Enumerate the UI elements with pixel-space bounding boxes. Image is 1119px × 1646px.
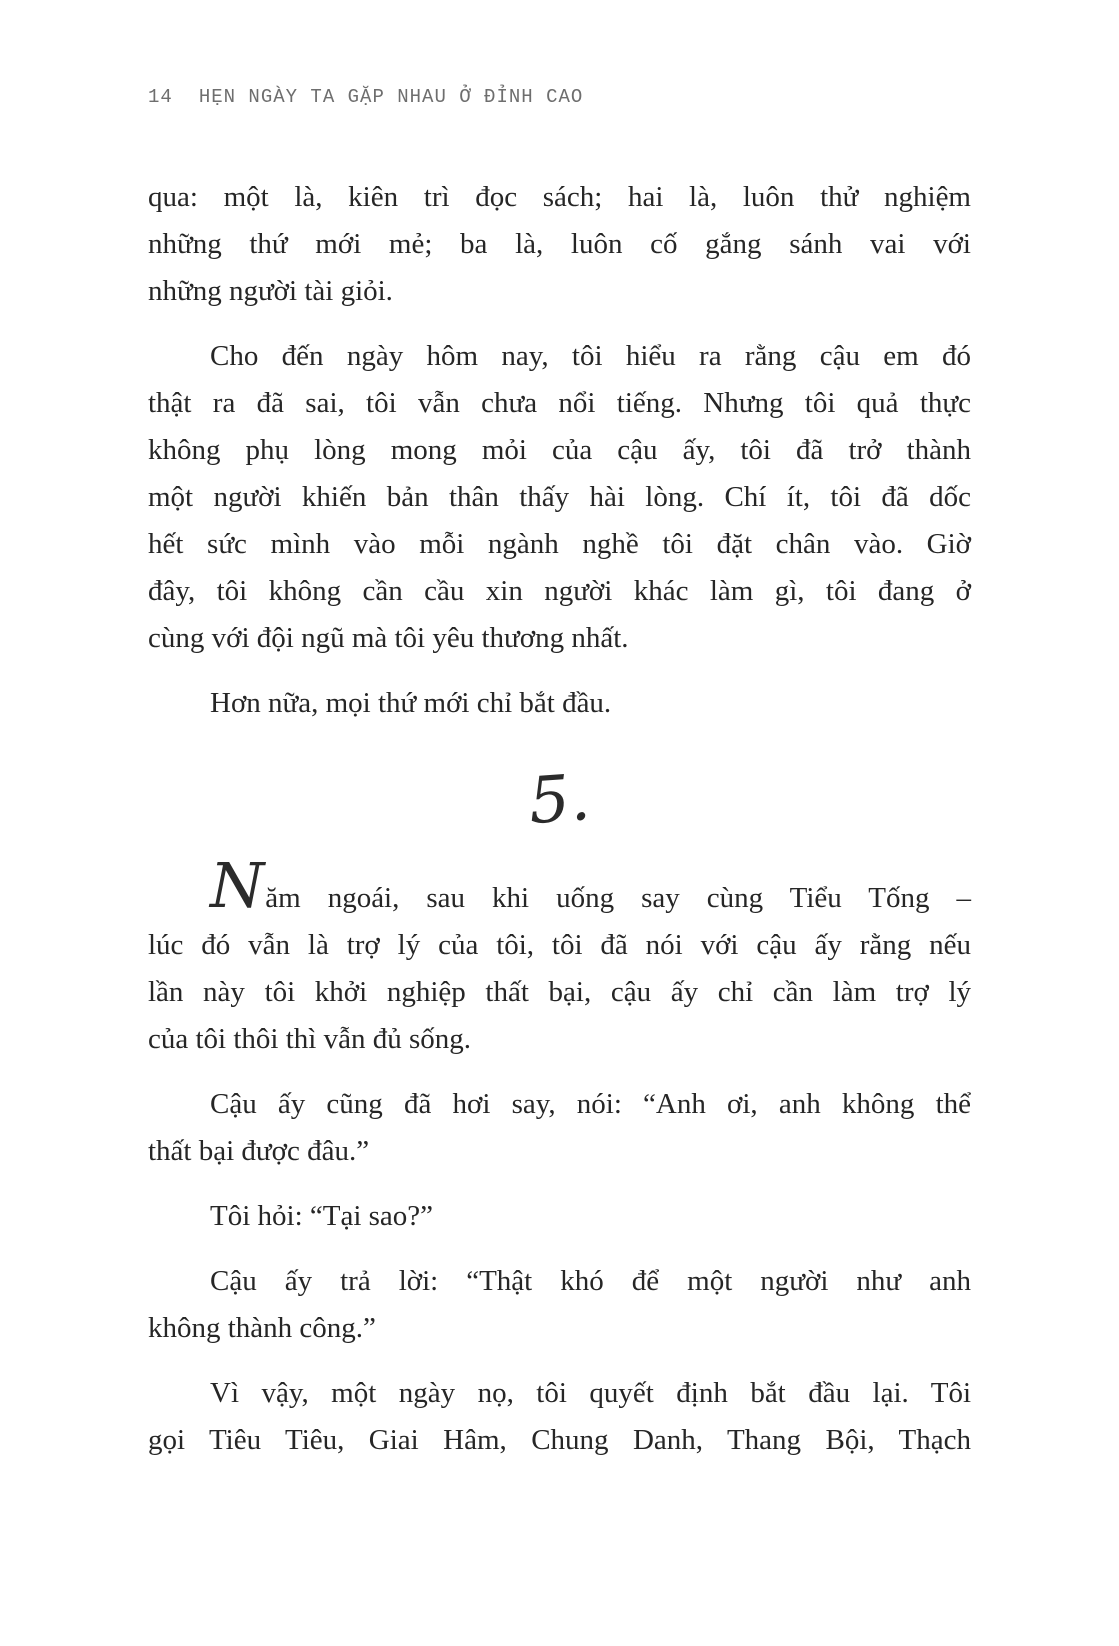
text-line: lần này tôi khởi nghiệp thất bại, cậu ấy chỉ cần làm trợ lý <box>148 976 971 1008</box>
text-line: Vì vậy, một ngày nọ, tôi quyết định bắt đầu lại. Tôi <box>210 1377 971 1409</box>
text-line: hết sức mình vào mỗi ngành nghề tôi đặt chân vào. Giờ <box>148 528 971 560</box>
text-line: lúc đó vẫn là trợ lý của tôi, tôi đã nói với cậu ấy rằng nếu <box>148 929 971 961</box>
paragraph-section-start <box>148 849 971 1063</box>
paragraph <box>148 1081 971 1175</box>
text-line: Cho đến ngày hôm nay, tôi hiểu ra rằng cậu em đó <box>210 340 971 372</box>
text-line: Cậu ấy trả lời: “Thật khó để một người như anh <box>210 1265 971 1297</box>
text-line: một người khiến bản thân thấy hài lòng. Chí ít, tôi đã dốc <box>148 481 971 513</box>
text-line: những thứ mới mẻ; ba là, luôn cố gắng sánh vai với <box>148 228 971 260</box>
paragraph <box>148 333 971 662</box>
paragraph <box>148 1193 971 1240</box>
text-line: của tôi thôi thì vẫn đủ sống. <box>148 1023 471 1055</box>
page-number: 14 <box>148 86 173 108</box>
text-line: thất bại được đâu.” <box>148 1135 370 1167</box>
text-line: Hơn nữa, mọi thứ mới chỉ bắt đầu. <box>210 687 612 719</box>
running-header <box>148 86 971 110</box>
paragraph-continuation <box>148 174 971 315</box>
text-line: thật ra đã sai, tôi vẫn chưa nổi tiếng. Nhưng tôi quả thực <box>148 387 971 419</box>
text-line: qua: một là, kiên trì đọc sách; hai là, luôn thử nghiệm <box>148 181 971 213</box>
book-title: HẸN NGÀY TA GẶP NHAU Ở ĐỈNH CAO <box>198 86 584 108</box>
text-line: đây, tôi không cần cầu xin người khác làm gì, tôi đang ở <box>148 575 971 607</box>
text-line: không thành công.” <box>148 1312 376 1344</box>
text-line: Cậu ấy cũng đã hơi say, nói: “Anh ơi, anh không thể <box>210 1088 971 1120</box>
section-number <box>148 745 971 855</box>
text-line: Tôi hỏi: “Tại sao?” <box>210 1200 434 1232</box>
text-line: cùng với đội ngũ mà tôi yêu thương nhất. <box>148 622 629 654</box>
text-line: gọi Tiêu Tiêu, Giai Hâm, Chung Danh, Thang Bội, Thạch <box>148 1424 971 1456</box>
paragraph <box>148 1370 971 1464</box>
text-line <box>148 849 971 922</box>
text-line: không phụ lòng mong mỏi của cậu ấy, tôi đã trở thành <box>148 434 971 466</box>
paragraph <box>148 1258 971 1352</box>
body-text-block <box>148 174 971 1464</box>
paragraph <box>148 680 971 727</box>
text-line-rest: ăm ngoái, sau khi uống say cùng Tiểu Tống – <box>265 882 971 914</box>
drop-cap-initial: N <box>210 849 266 922</box>
text-line: những người tài giỏi. <box>148 275 393 307</box>
section-number-glyph: 5. <box>526 760 593 840</box>
